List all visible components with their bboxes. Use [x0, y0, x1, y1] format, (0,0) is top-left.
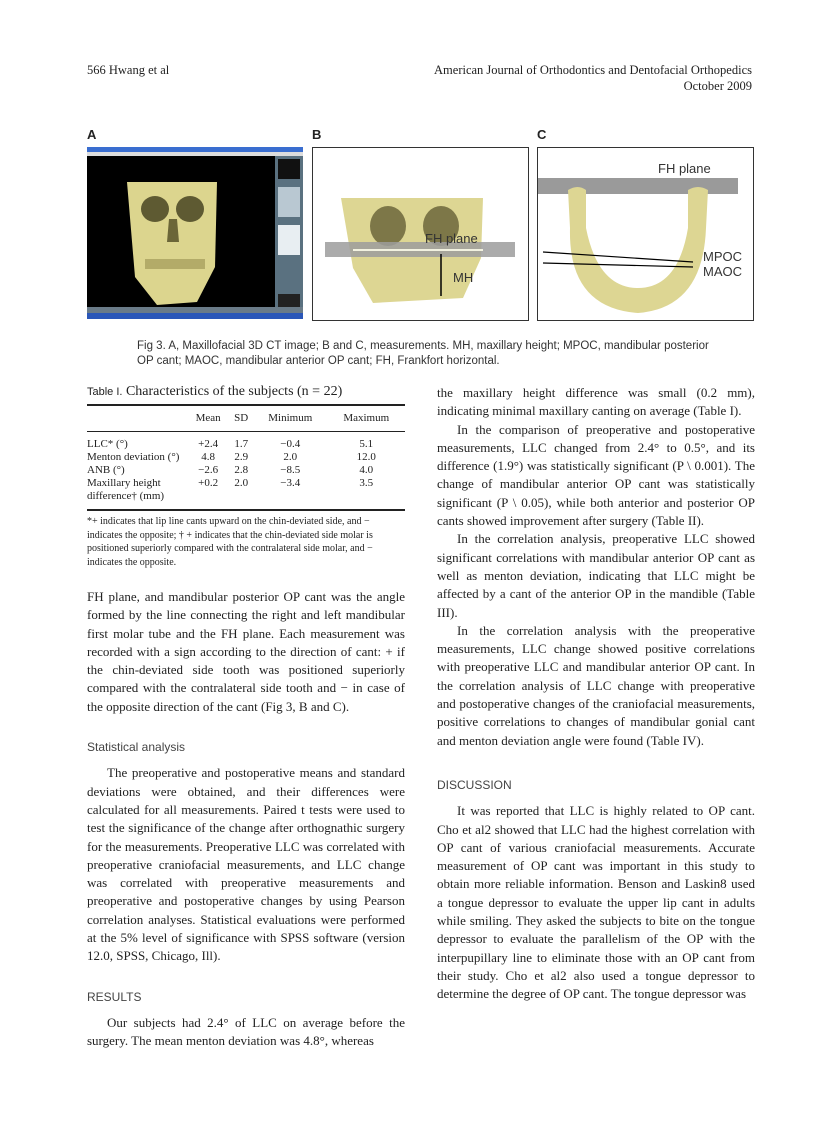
column-header-mean: Mean [195, 412, 221, 424]
table-row [87, 438, 405, 451]
cell: −8.5 [280, 464, 301, 476]
issue-date: October 2009 [683, 79, 752, 93]
running-head-journal [434, 62, 752, 94]
cell: 2.0 [234, 477, 249, 489]
table-title [87, 384, 405, 400]
paragraph: In the correlation analysis with the preoperative measurements, LLC change showed positive correlations with preoperative LLC and mandibular anterior OP cant. In the correlation analysis of LLC change with preoperative and postoperative changes of the craniofacial measurements, positive correlations to changes of mandibular gonial cant and menton deviation angle were found (Table IV). [437, 622, 755, 748]
cell: 1.7 [234, 438, 249, 450]
cell: −2.6 [198, 464, 219, 476]
cell: 4.0 [359, 464, 374, 476]
fh-plane-label-c: FH plane [658, 161, 711, 176]
cell: 5.1 [359, 438, 374, 450]
paragraph: In the comparison of preoperative and postoperative measurements, LLC changed from 2.4° to 0.5°, and its difference (1.9°) was statistically significant (P \ 0.001). The change of mandibular anterior OP cant was statistically significant (P \ 0.05), while both anterior and posterior OP cants showed improvement after surgery (Table II). [437, 421, 755, 529]
section-heading-results: RESULTS [87, 989, 142, 1004]
figure-caption: Fig 3. A, Maxillofacial 3D CT image; B and C, measurements. MH, maxillary height; MPOC, mandibular posterior OP cant; MAOC, mandibular anterior OP cant; FH, Frankfort horizontal. [137, 340, 709, 367]
cell: −3.4 [280, 477, 301, 489]
column-header [87, 405, 187, 432]
cell: 4.8 [201, 451, 216, 463]
left-column [87, 588, 405, 1051]
panel-label-c: C [537, 127, 547, 142]
mh-label: MH [453, 270, 474, 285]
cell: 12.0 [356, 451, 376, 463]
panel-label-a: A [87, 127, 97, 142]
figure-panel-occlusal-cants [537, 147, 754, 321]
paragraph: Our subjects had 2.4° of LLC on average before the surgery. The mean menton deviation was 4.8°, whereas [87, 1014, 405, 1049]
cell: 2.0 [283, 451, 298, 463]
column-header-maximum: Maximum [343, 412, 390, 424]
table-footnote: *+ indicates that lip line cants upward on the chin-deviated side, and − indicates the opposite; † + indicates that the chin-deviated side molar is positioned superiorly compared with the contralateral side molar, and − indicates the opposite. [87, 509, 405, 569]
running-head-author: 566 Hwang et al [87, 63, 170, 77]
mpoc-label: MPOC [703, 249, 742, 264]
row-label: ANB (°) [87, 464, 125, 476]
paragraph: It was reported that LLC is highly related to OP cant. Cho et al2 showed that LLC had the highest correlation with OP cant of various craniofacial measurements. Accurate measurement of OP cant was important in this study to obtain more reliable information. Benson and Laskin8 used a tongue depressor to evaluate the upper lip cant in adults while smiling. They asked the subjects to bite on the tongue depressor to evaluate the parallelism of the OP with the interpupillary line to eliminate those with an OP cant from their study. Cho et al2 also used a tongue depressor to determine the degree of OP cant. The tongue depressor was [437, 803, 755, 1002]
panel-label-b: B [312, 127, 322, 142]
paragraph: The preoperative and postoperative means and standard deviations were obtained, and their differences were calculated for all measurements. Paired t tests were used to test the significance of the change after orthognathic surgery for the measurements. Preoperative LLC was correlated with preoperative craniofacial measurements, and LLC change was correlated with preoperative measurements and preoperative and postoperative changes by using Pearson correlation analyses. Statistical evaluations were performed at the 5% level of significance with SPSS software (version 12.0, SPSS, Chicago, Ill). [87, 765, 405, 964]
table-caption: Characteristics of the subjects (n = 22) [125, 384, 343, 399]
cell: −0.4 [280, 438, 301, 450]
fh-plane-label: FH plane [425, 231, 478, 246]
section-heading-statistical-analysis: Statistical analysis [87, 740, 186, 755]
figure-panel-maxillary-height [312, 147, 529, 321]
cell: 2.9 [234, 451, 249, 463]
cell: +0.2 [198, 477, 219, 489]
row-label: Maxillary height difference† (mm) [87, 477, 165, 502]
row-label: Menton deviation (°) [87, 451, 180, 463]
section-heading-discussion: DISCUSSION [437, 777, 512, 792]
table-characteristics [87, 384, 405, 569]
row-label: LLC* (°) [87, 438, 128, 450]
paragraph: FH plane, and mandibular posterior OP cant was the angle formed by the line connecting the right and left mandibular first molar tube and the FH plane. Each measurement was recorded with a sign according to the direction of cant: + if the chin-deviated side tooth was positioned superiorly compared with the contralateral side tooth and − in case of the opposite direction of the cant (Fig 3, B and C). [87, 589, 405, 714]
column-header-sd: SD [234, 412, 249, 424]
right-column [437, 384, 755, 1004]
column-header-minimum: Minimum [268, 412, 313, 424]
table-row [87, 464, 405, 477]
journal-name: American Journal of Orthodontics and Dentofacial Orthopedics [434, 63, 752, 77]
figure-panel-ct-screenshot [87, 147, 303, 319]
paragraph: In the correlation analysis, preoperative LLC showed significant correlations with mandibular anterior OP cant as well as menton deviation, indicating that LLC might be affected by a cant of the anterior OP in the mandible (Table III). [437, 531, 755, 620]
paragraph: the maxillary height difference was small (0.2 mm), indicating minimal maxillary canting on average (Table I). [437, 385, 755, 419]
cell: +2.4 [198, 438, 219, 450]
cell: 2.8 [234, 464, 249, 476]
maoc-label: MAOC [703, 264, 742, 279]
cell: 3.5 [359, 477, 374, 489]
table-label: Table I. [87, 386, 123, 398]
table-header-row [87, 405, 405, 432]
table-row [87, 477, 405, 509]
table-row [87, 451, 405, 464]
